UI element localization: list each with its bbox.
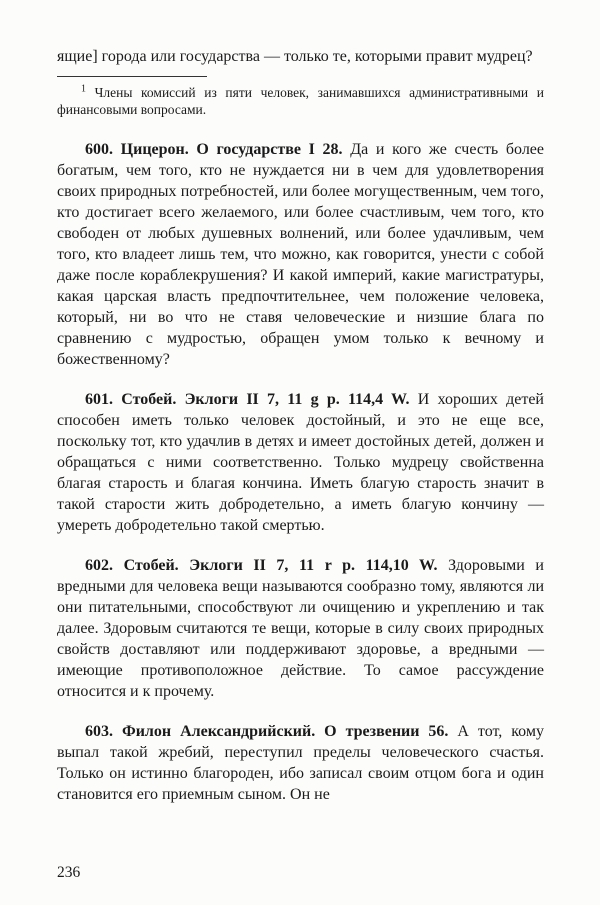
entry-600-heading: 600. Цицерон. О государстве I 28. [85,141,343,158]
footnote-marker: 1 [81,83,86,95]
entry-600-body: Да и кого же счесть более богатым, чем того, кто не нуждается ни в чем для удовлетворения своих природных потребностей, или более могущественным, чем того, кто достигает всего желаемого, или более счастливым, чем того, кто свободен от любых душевных волнений, или более удачливым, чем того, кто владеет лишь тем, что можно, как говорится, унести с собой даже после кораблекрушения? И какой империй, какие магистратуры, какая царская власть предпочтительнее, чем положение человека, который, ни во что не ставя человеческие и низшие блага по сравнению с мудростью, обращен умом только к вечному и божественному? [57,141,545,368]
entry-602-body: Здоровыми и вредными для человека вещи называются сообразно тому, являются ли они питательными, способствуют ли очищению и укреплению и так далее. Здоровым считаются те вещи, которые в силу своих природных свойств доставляют или поддерживают здоровье, а вредными — имеющие противоположное действие. То самое рассуждение относится и к прочему. [57,557,544,700]
entry-603-heading: 603. Филон Александрийский. О трезвении 56. [85,723,449,740]
entry-601-heading: 601. Стобей. Эклоги II 7, 11 g p. 114,4 W. [85,391,410,408]
entry-603-body: А тот, кому выпал такой жребий, переступил пределы человеческого счастья. Только он истинно благороден, ибо записал своим отцом бога и один становится его приемным сыном. Он не [57,723,545,803]
footnote-block [57,76,544,118]
continuation-paragraph: ящие] города или государства — только те, которыми правит мудрец? [57,48,533,65]
footnote-text: Члены комиссий из пяти человек, занимавшихся административными и финансовыми вопросами. [57,85,544,117]
entry-600 [57,139,544,370]
footnote-rule [57,76,207,77]
entry-601-body: И хороших детей способен иметь только человек достойный, и это не еще все, поскольку тот, кто удачлив в детях и имеет достойных детей, должен и обращаться с ними соответственно. Только мудрецу свойственна благая старость и благая кончина. Иметь благую старость значит в такой старости жить добродетельно, а иметь благую кончину — умереть добродетельно такой смертью. [57,391,544,534]
entry-602 [57,555,544,702]
entry-603 [57,721,544,805]
footnote [57,84,544,118]
entry-602-heading: 602. Стобей. Эклоги II 7, 11 r p. 114,10 W. [85,557,438,574]
page-number: 236 [57,864,81,881]
entry-601 [57,389,544,536]
